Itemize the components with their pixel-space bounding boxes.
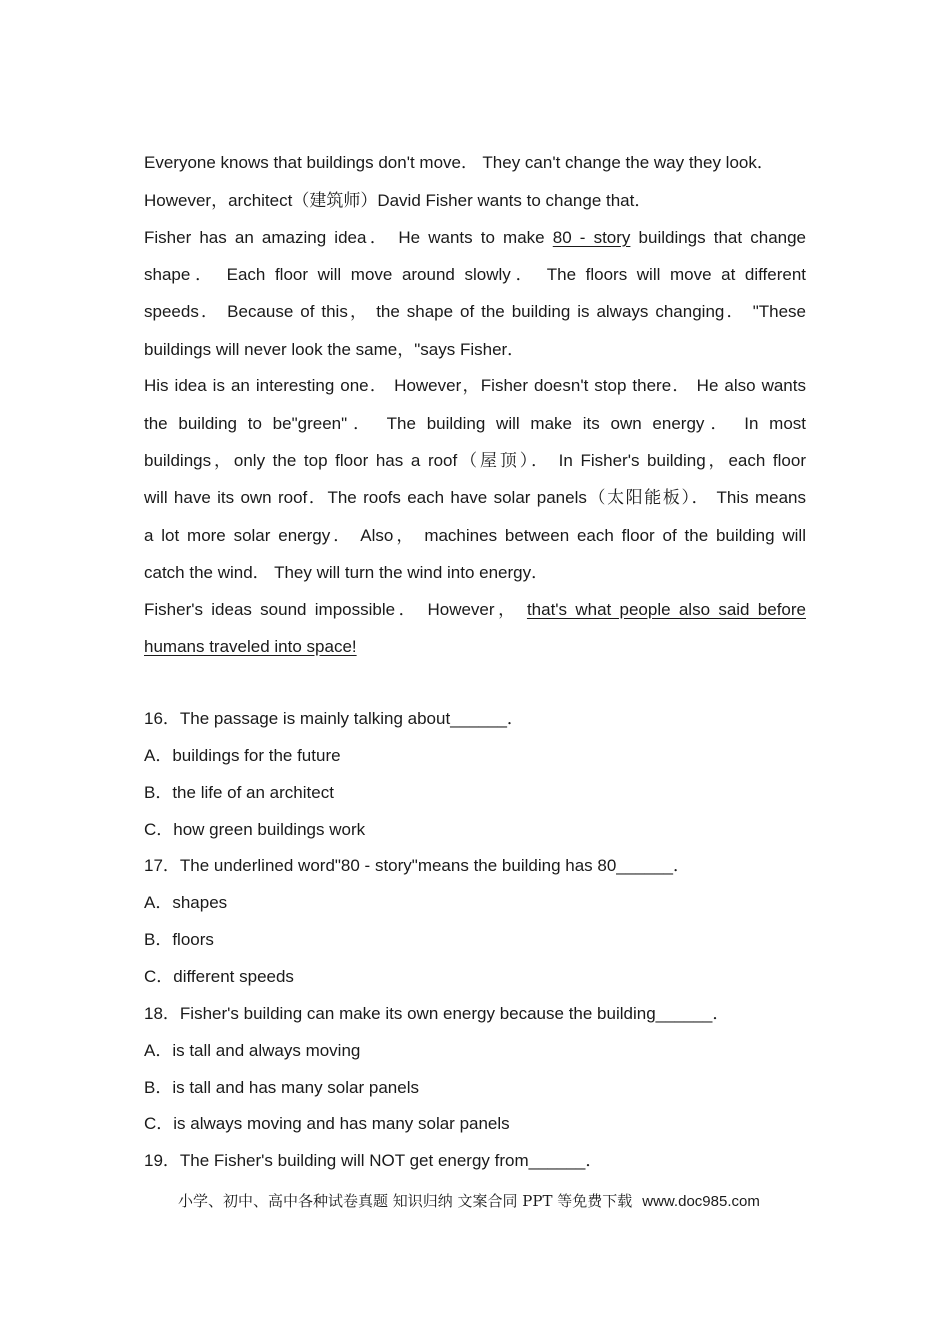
passage-line: catch the wind． They will turn the wind into energy． [144, 563, 549, 582]
passage-line [144, 599, 806, 621]
question-18: 18．Fisher's building can make its own energy because the building______． [144, 1004, 730, 1023]
question-16: 16．The passage is mainly talking about______． [144, 709, 524, 728]
underlined-word: 80 ‑ story [552, 228, 631, 247]
passage-line: Everyone knows that buildings don't move． They can't change the way they look． [144, 153, 774, 172]
underlined-sentence: humans traveled into space! [144, 637, 357, 656]
passage-line: a lot more solar energy． Also， machines between each floor of the building will [144, 526, 806, 545]
option-17c: C．different speeds [144, 967, 294, 986]
passage-line: buildings will never look the same，"says Fisher． [144, 340, 525, 359]
passage-line: the building to be"green"． The building will make its own energy． In most [144, 414, 806, 433]
option-17b: B．floors [144, 930, 214, 949]
footer-url: www.doc985.com [642, 1193, 760, 1210]
footer-text: 小学、初中、高中各种试卷真题 知识归纳 文案合同 PPT 等免费下载 [178, 1192, 633, 1210]
page-footer [178, 1190, 760, 1213]
option-16a: A．buildings for the future [144, 746, 341, 765]
passage-text: Fisher has an amazing idea． He wants to make [144, 228, 553, 247]
passage-line: shape． Each floor will move around slowly． The floors will move at different [144, 265, 806, 284]
passage-text: Fisher's ideas sound impossible． However， [144, 600, 527, 619]
question-17: 17．The underlined word"80 ‑ story"means the building has 80______． [144, 856, 691, 875]
underlined-sentence: that's what people also said before [526, 600, 806, 619]
passage-line [144, 227, 806, 249]
passage-line: buildings，only the top floor has a roof（屋顶）． In Fisher's building，each floor [144, 451, 806, 470]
passage-line: His idea is an interesting one． However，Fisher doesn't stop there． He also wants [144, 376, 806, 395]
passage-line: However，architect（建筑师）David Fisher wants to change that． [144, 191, 652, 210]
option-18c: C．is always moving and has many solar panels [144, 1114, 510, 1133]
option-17a: A．shapes [144, 893, 228, 912]
option-18b: B．is tall and has many solar panels [144, 1078, 419, 1097]
question-19: 19．The Fisher's building will NOT get energy from______． [144, 1151, 603, 1170]
option-16b: B．the life of an architect [144, 783, 334, 802]
passage-line: will have its own roof．The roofs each have solar panels（太阳能板）． This means [144, 488, 806, 507]
option-16c: C．how green buildings work [144, 820, 366, 839]
passage-text: buildings that change [630, 228, 807, 247]
passage-line [144, 636, 806, 658]
option-18a: A．is tall and always moving [144, 1041, 361, 1060]
passage-line: speeds． Because of this， the shape of the building is always changing． "These [144, 302, 806, 321]
